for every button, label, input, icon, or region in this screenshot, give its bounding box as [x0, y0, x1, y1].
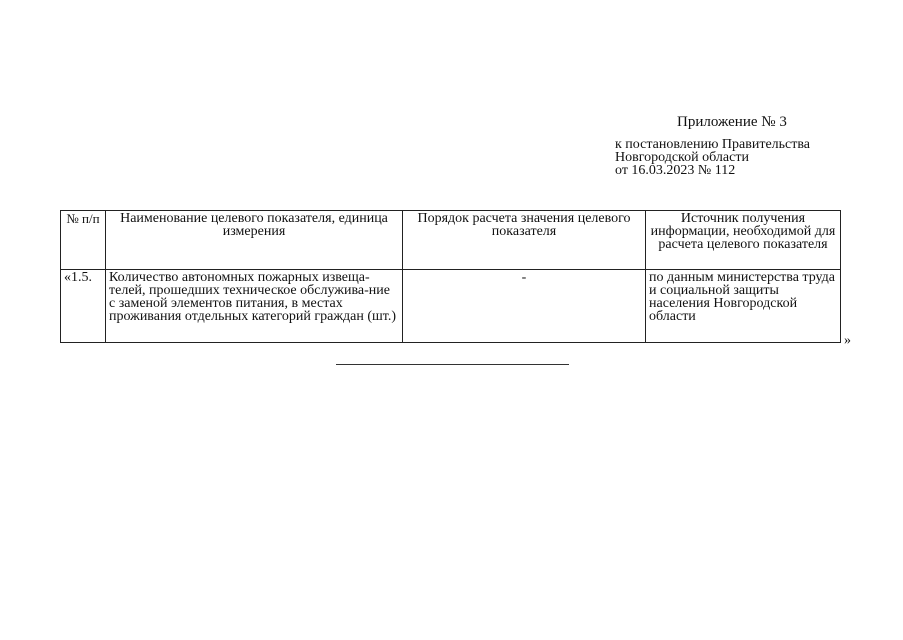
appendix-line-1: к постановлению Правительства: [615, 137, 811, 152]
header-num: № п/п: [61, 211, 106, 270]
indicators-table: [60, 210, 841, 343]
appendix-title: Приложение № 3: [677, 114, 787, 130]
table-row: [61, 270, 841, 343]
header-calc: Порядок расчета значения целевого показателя: [403, 211, 646, 270]
appendix-line-2: Новгородской области: [615, 150, 749, 165]
row-num: «1.5.: [61, 270, 106, 343]
row-name: Количество автономных пожарных извеща-телей, прошедших техническое обслужива-ние с заменой элементов питания, в местах проживания отдельных категорий граждан (шт.): [106, 270, 403, 343]
table-header-row: [61, 211, 841, 270]
appendix-line-3: от 16.03.2023 № 112: [615, 163, 736, 178]
row-calc: -: [403, 270, 646, 343]
separator-line: [336, 364, 569, 365]
header-name: Наименование целевого показателя, единица измерения: [106, 211, 403, 270]
appendix-header: [615, 115, 855, 177]
row-source: по данным министерства труда и социальной защиты населения Новгородской области: [646, 270, 841, 343]
header-source: Источник получения информации, необходимой для расчета целевого показателя: [646, 211, 841, 270]
closing-quote: »: [844, 333, 851, 348]
